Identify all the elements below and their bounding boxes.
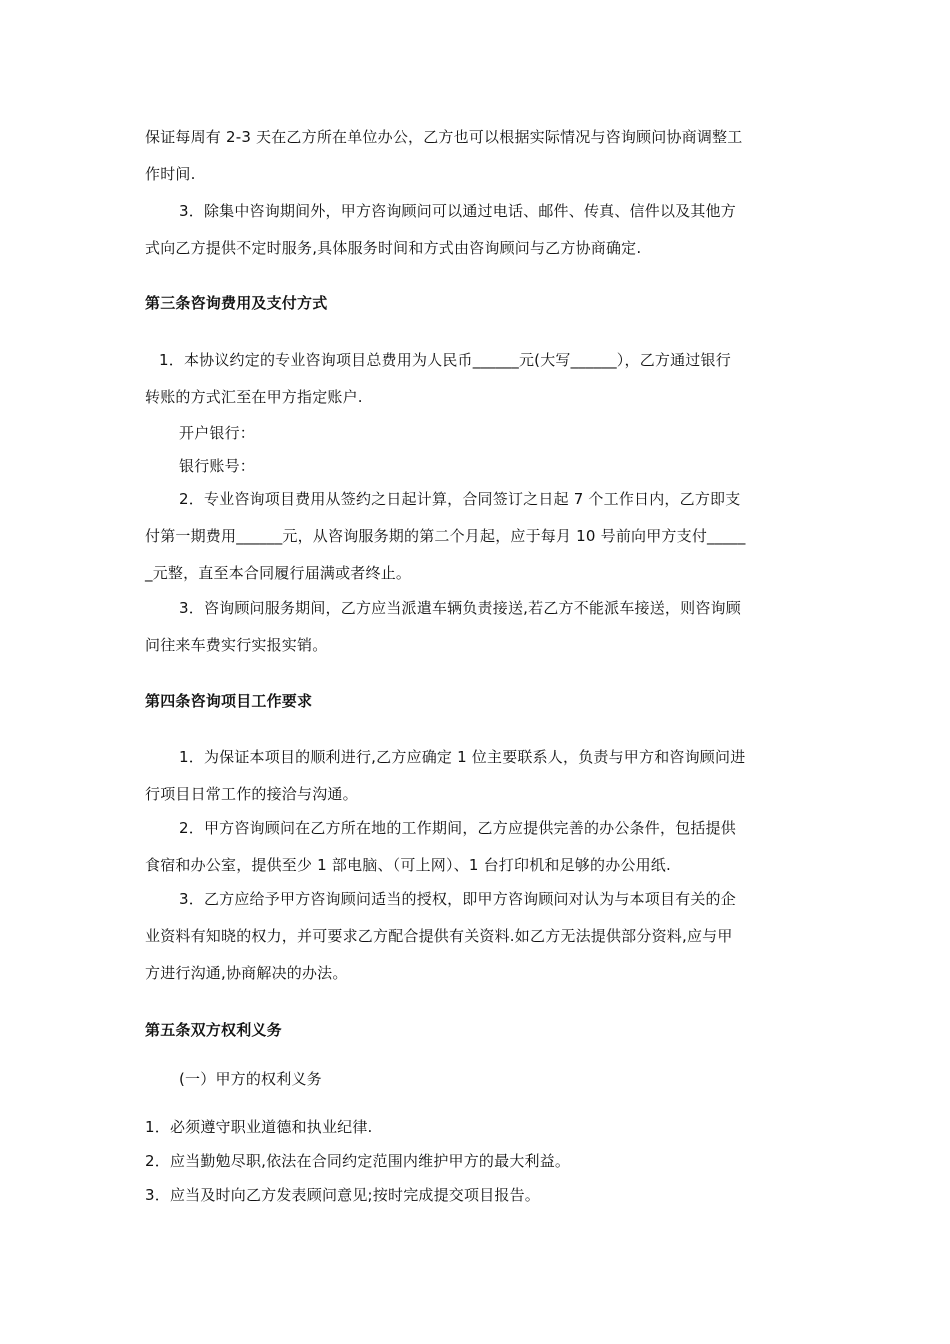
paragraph-line: 行项目日常工作的接洽与沟通。 xyxy=(145,785,358,803)
list-item: 3．应当及时向乙方发表顾问意见;按时完成提交项目报告。 xyxy=(145,1186,540,1204)
paragraph-line: 2．甲方咨询顾问在乙方所在地的工作期间，乙方应提供完善的办公条件，包括提供 xyxy=(179,819,736,837)
list-item: 2．应当勤勉尽职,依法在合同约定范围内维护甲方的最大利益。 xyxy=(145,1152,571,1170)
subsection-heading: (一）甲方的权利义务 xyxy=(179,1070,322,1088)
paragraph-line: _元整，直至本合同履行届满或者终止。 xyxy=(145,564,412,582)
paragraph-line: 作时间. xyxy=(145,165,196,183)
paragraph-line: 转账的方式汇至在甲方指定账户. xyxy=(145,388,363,406)
paragraph-line: 保证每周有 2-3 天在乙方所在单位办公，乙方也可以根据实际情况与咨询顾问协商调整工 xyxy=(145,128,743,146)
paragraph-line: 3．咨询顾问服务期间，乙方应当派遣车辆负责接送,若乙方不能派车接送，则咨询顾 xyxy=(179,599,741,617)
paragraph-line: 1．为保证本项目的顺利进行,乙方应确定 1 位主要联系人，负责与甲方和咨询顾问进 xyxy=(179,748,746,766)
paragraph-line: 开户银行： xyxy=(179,424,256,442)
section-heading: 第四条咨询项目工作要求 xyxy=(145,692,313,710)
paragraph-line: 业资料有知晓的权力，并可要求乙方配合提供有关资料.如乙方无法提供部分资料,应与甲 xyxy=(145,927,733,945)
paragraph-line: 付第一期费用______元，从咨询服务期的第二个月起，应于每月 10 号前向甲方支付_____ xyxy=(145,527,746,545)
paragraph-line: 银行账号： xyxy=(179,457,256,475)
paragraph-line: 3．除集中咨询期间外，甲方咨询顾问可以通过电话、邮件、传真、信件以及其他方 xyxy=(179,202,736,220)
paragraph-line: 食宿和办公室，提供至少 1 部电脑、（可上网）、1 台打印机和足够的办公用纸. xyxy=(145,856,671,874)
paragraph-line: 式向乙方提供不定时服务,具体服务时间和方式由咨询顾问与乙方协商确定. xyxy=(145,239,642,257)
paragraph-line: 方进行沟通,协商解决的办法。 xyxy=(145,964,348,982)
paragraph-line: 2．专业咨询项目费用从签约之日起计算，合同签订之日起 7 个工作日内，乙方即支 xyxy=(179,490,741,508)
section-heading: 第三条咨询费用及支付方式 xyxy=(145,294,328,312)
paragraph-line: 1．本协议约定的专业咨询项目总费用为人民币______元(大写______），乙方通过银行 xyxy=(159,351,731,369)
paragraph-line: 问往来车费实行实报实销。 xyxy=(145,636,328,654)
list-item: 1．必须遵守职业道德和执业纪律. xyxy=(145,1118,373,1136)
section-heading: 第五条双方权利义务 xyxy=(145,1021,282,1039)
paragraph-line: 3．乙方应给予甲方咨询顾问适当的授权，即甲方咨询顾问对认为与本项目有关的企 xyxy=(179,890,736,908)
